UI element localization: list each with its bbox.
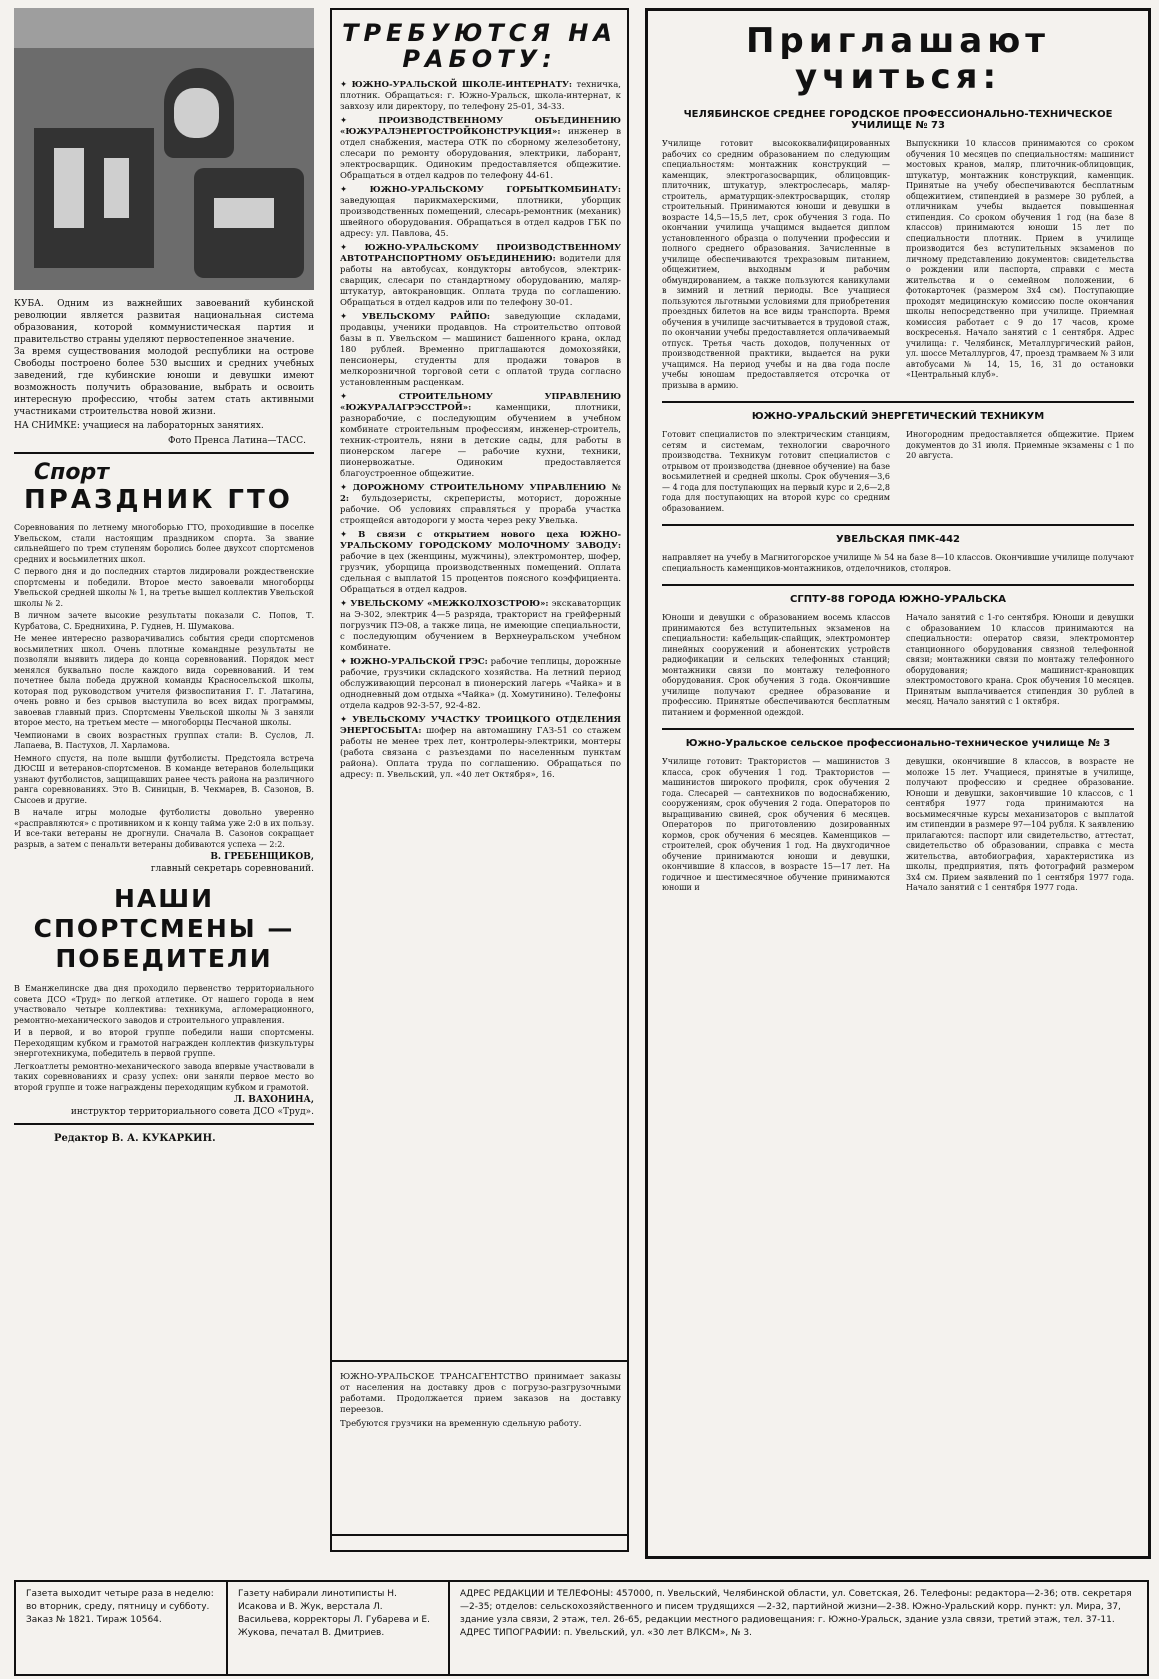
job-ad-employer: ЮЖНО-УРАЛЬСКОЙ ШКОЛЕ-ИНТЕРНАТУ: xyxy=(351,80,572,90)
headline-gto: ПРАЗДНИК ГТО xyxy=(24,485,293,515)
gto-paragraph: Немного спустя, на поле вышли футболисты. Предстояла встреча ДЮСШ и ветеранов-спортсменов. В команде ветеранов болельщики узнают футболистов, защищавших ранее честь района на различного ранга соревнованиях. Это В. Синицын, В. Чекмарев, В. Сазонов, В. Сысоев и другие. xyxy=(14,753,314,805)
school-text: Выпускники 10 классов принимаются со сроком обучения 10 месяцев по специальностям: машинист мостовых кранов, маляр, плиточник-облицовщик, штукатур, монтажник конструкций, каменщик. Принятые на учебу обеспечиваются бесплатным общежитием, стипендией в размере 30 рублей, а отличникам учебы выдается повышенная стипендия. Со сроком обучения 1 год (на базе 8 классов) принимаются юноши 15 лет по специальности плотник. Прием в училище производится без вступительных экзаменов по личному представлению документов: свидетельства о рождении или паспорта, справки с места жительства и о семейном положении, 6 фотокарточек (размером 3х4 см). Поступающие проходят медицинскую комиссию после окончания школы непосредственно при училище. Приемная комиссия работает с 9 до 17 часов, кроме воскресенья. Начало занятий с 1 сентября. Адрес училища: г. Челябинск, Металлургический район, ул. шоссе Металлургов, 47, проезд трамваем № 3 или автобусами № 14, 15, 16, 31 до остановки «Центральный клуб». xyxy=(906,139,1134,379)
job-ad-text: рабочие в цех (женщины, мужчины), электромонтер, шофер, грузчик, уборщица производственных помещений. Оплата сдельная с выплатой 15 процентов поясного коэффициента. Обращаться в отдел кадров. xyxy=(340,552,621,595)
gto-signature-title: главный секретарь соревнований. xyxy=(150,864,314,874)
job-ad-item xyxy=(340,392,621,480)
school-heading: УВЕЛЬСКАЯ ПМК-442 xyxy=(835,534,961,545)
school-text: Готовит специалистов по электрическим станциям, сетям и системам, технологии сварочного производства. Техникум готовит специалистов с отрывом от производства (дневное обучение) на базе восьмилетней и средней школы. Срок обучения—3,6 — 4 года для поступающих на первый курс и 2,6—2,8 года для поступающих на второй курс со средним образованием. xyxy=(662,430,890,513)
job-ad-item xyxy=(340,657,621,712)
schools-column xyxy=(645,8,1151,1559)
job-ad-text: техничка, плотник. Обращаться: г. Южно-Уральск, школа-интернат, к завхозу или директору, по телефону 25-01, 34-33. xyxy=(340,80,621,112)
photo-credit: Фото Пренса Латина—ТАСС. xyxy=(167,436,306,446)
school-text: Училище готовит: Трактористов — машинистов 3 класса, срок обучения 1 год. Трактористов — машинистов широкого профиля, срок обучения 2 года. Слесарей — сантехников по водоснабжению, сооружениям, срок обучения 2 года. Операторов по выращиванию свиней, срок обучения 6 месяцев. Операторов по приготовлению дозированных кормов, срок обучения 6 месяцев. Каменщиков — строителей, срок обучения 1 год. На двухгодичное обучение принимаются юноши и девушки, окончившие 8 классов, в возрасте 15—17 лет. На годичное и шестимесячное обучение принимаются юноши и xyxy=(662,757,890,892)
job-ad-item xyxy=(340,715,621,781)
photo-students-lab xyxy=(14,8,314,290)
job-ad-item xyxy=(340,80,621,113)
gto-paragraph: В начале игры молодые футболисты довольно уверенно «расправляются» с противником и к концу тайма уже 2:0 в их пользу. И все-таки ветераны не дрогнули. Сначала В. Сазонов сокращает разрыв, а затем с пенальти ветераны добиваются успеха — 2:2. xyxy=(14,808,314,849)
job-ad-text: рабочие теплицы, дорожные рабочие, грузчики складского хозяйства. На летний период обслуживающий персонал в пионерский лагерь «Чайка» и в однодневный дом отдыха «Чайка» (д. Хомутинино). Телефоны отдела кадров 92-3-57, 92-4-82. xyxy=(340,657,621,711)
footer-staff: Газету набирали линотиписты Н. Исакова и В. Жук, верстала Л. Васильева, корректоры Л. Губарева и Е. Жукова, печатал В. Дмитриев. xyxy=(228,1582,450,1674)
headline-winners: НАШИ СПОРТСМЕНЫ — ПОБЕДИТЕЛИ xyxy=(33,884,295,973)
school-text: Юноши и девушки с образованием восемь классов принимаются без вступительных экзаменов на специальности: кабельщик-спайщик, электромонтер линейных сооружений и абонентских устройств радиофикации и сельских телефонных станций; монтажники связи по монтажу телефонного оборудования. Срок обучения 3 года. Окончившие училище получают среднее образование и профессию. Принятые обеспечиваются бесплатным питанием и форменной одеждой. xyxy=(662,613,890,717)
job-ad-text: бульдозеристы, скреперисты, моторист, дорожные рабочие. Об условиях справляться у прораба участка строящейся автодороги у моста через реку Увелька. xyxy=(340,494,622,526)
school-text: девушки, окончившие 8 классов, в возрасте не моложе 15 лет. Учащиеся, принятые в училище, получают профессию и среднее образование. Юноши и девушки, закончившие 10 классов, с 1 сентября 1977 года принимаются на восьмимесячные курсы механизаторов с выплатой им стипендии в размере 97—104 рубля. К заявлению прилагаются: паспорт или свидетельство, аттестат, свидетельство об образовании, справка с места жительства, автобиография, характеристика из школы, предприятия, пять фотографий размером 3х4 см. Прием заявлений по 1 сентября 1977 года. Начало занятий с 1 сентября 1977 года. xyxy=(906,757,1134,892)
transagency-text: ЮЖНО-УРАЛЬСКОЕ ТРАНСАГЕНТСТВО принимает заказы от населения на доставку дров с погрузо-разгрузочными работами. Продолжается прием заказов на доставку переезов. xyxy=(340,1372,621,1415)
diamond-bullet-icon: ✦ xyxy=(340,483,353,493)
diamond-bullet-icon: ✦ xyxy=(340,392,399,402)
winners-paragraph: И в первой, и во второй группе победили наши спортсмены. Переходящим кубком и грамотой награжден коллектив физкультуры энерготехникума, победитель в первой группе. xyxy=(14,1028,314,1058)
school-text: Иногородним предоставляется общежитие. Прием документов до 31 июля. Приемные экзамены с 1 по 20 августа. xyxy=(906,430,1134,460)
diamond-bullet-icon: ✦ xyxy=(340,116,379,126)
footer-schedule: Газета выходит четыре раза в неделю: во вторник, среду, пятницу и субботу. Заказ № 1821. Тираж 10564. xyxy=(16,1582,228,1674)
gto-paragraph: Соревнования по летнему многоборью ГТО, проходившие в поселке Увельском, стали настоящим праздником спорта. За звание сильнейшего по трем ступеням боролись более двухсот спортсменов средних и восьмилетних школ. xyxy=(14,523,314,564)
job-ad-employer: В связи с открытием нового цеха ЮЖНО-УРАЛЬСКОМУ ГОРОДСКОМУ МОЛОЧНОМУ ЗАВОДУ: xyxy=(340,530,621,551)
gto-paragraph: С первого дня и до последних стартов лидировали рождественские спортсмены и победили. Второе место завоевали многоборцы Увельской средней школы № 1, на третье вышел коллектив Увельской школы № 2. xyxy=(14,567,314,608)
job-ad-employer: УВЕЛЬСКОМУ УЧАСТКУ ТРОИЦКОГО ОТДЕЛЕНИЯ ЭНЕРГОСБЫТА: xyxy=(340,715,622,736)
job-ads-column xyxy=(330,8,629,1552)
job-ad-text: заведующая парикмахерскими, плотники, уборщик производственных помещений, слесарь-ремонтник (механик) швейного оборудования. Обращаться в отдел кадров ГБК по адресу: ул. Павлова, 45. xyxy=(340,196,621,239)
job-ad-text: экскаваторщик на Э-302, электрик 4—5 разряда, тракторист на грейферный погрузчик ПЭ-08, а также лица, не имеющие специальности, с последующим обучением в Верхнеуральском учебном комбинате. xyxy=(340,599,622,653)
wanted-title: ТРЕБУЮТСЯ НА РАБОТУ: xyxy=(342,19,617,73)
transagency-box xyxy=(330,1360,629,1536)
job-ad-item xyxy=(340,483,621,527)
photo-note: НА СНИМКЕ: учащиеся на лабораторных занятиях. xyxy=(14,421,264,431)
winners-signature-title: инструктор территориального совета ДСО «Труд». xyxy=(70,1107,314,1117)
job-ad-employer: ДОРОЖНОМУ СТРОИТЕЛЬНОМУ УПРАВЛЕНИЮ № 2: xyxy=(340,483,622,504)
job-ad-item xyxy=(340,116,621,182)
job-ad-employer: ПРОИЗВОДСТВЕННОМУ ОБЪЕДИНЕНИЮ «ЮЖУРАЛЭНЕРГОСТРОЙКОНСТРУКЦИЯ»: xyxy=(340,116,622,137)
job-ad-employer: ЮЖНО-УРАЛЬСКОЙ ГРЭС: xyxy=(349,657,488,667)
gto-paragraph: В личном зачете высокие результаты показали С. Попов, Т. Курбатова, С. Бреднихина, Р. Гуднев, Н. Шумакова. xyxy=(14,611,314,631)
left-column xyxy=(14,8,314,1548)
job-ad-employer: ЮЖНО-УРАЛЬСКОМУ ПРОИЗВОДСТВЕННОМУ АВТОТРАНСПОРТНОМУ ОБЪЕДИНЕНИЮ: xyxy=(340,243,622,264)
job-ad-text: шофер на автомашину ГАЗ-51 со стажем работы не менее трех лет, контролеры-электрики, монтеры (работа связана с разъездами по населенным пунктам района). Оплата труда по соглашению. Обращаться по адресу: п. Увельский, ул. «40 лет Октября», 16. xyxy=(340,726,621,780)
job-ad-item xyxy=(340,243,621,309)
job-ad-employer: УВЕЛЬСКОМУ «МЕЖКОЛХОЗСТРОЮ»: xyxy=(350,599,549,609)
rubric-sport: Спорт xyxy=(34,460,109,485)
photo-text: За время существования молодой республики на острове Свободы построено более 530 высших и средних учебных заведений, где кубинские юноши и девушки имеют возможность получить образование, выбрать и освоить интересную профессию, чтобы затем стать активными участниками строительства новой жизни. xyxy=(14,347,314,417)
job-ad-text: инженер в отдел снабжения, мастера ОТК по сборному железобетону, слесари по ремонту оборудования, электрики, лаборант, электросварщик. Одиноким предоставляется общежитие. Обращаться в отдел кадров по телефону 44-61. xyxy=(340,127,621,181)
school-heading: СГПТУ-88 ГОРОДА ЮЖНО-УРАЛЬСКА xyxy=(790,594,1006,605)
job-ads-list xyxy=(332,80,627,781)
transagency-text2: Требуются грузчики на временную сдельную работу. xyxy=(340,1419,582,1429)
job-ad-employer: СТРОИТЕЛЬНОМУ УПРАВЛЕНИЮ «ЮЖУРАЛАГРЭССТРОЙ»: xyxy=(340,392,622,413)
school-heading: ЧЕЛЯБИНСКОЕ СРЕДНЕЕ ГОРОДСКОЕ ПРОФЕССИОНАЛЬНО-ТЕХНИЧЕСКОЕ УЧИЛИЩЕ № 73 xyxy=(683,109,1113,131)
diamond-bullet-icon: ✦ xyxy=(340,243,365,253)
winners-signature: Л. ВАХОНИНА, xyxy=(234,1095,314,1105)
imprint-footer xyxy=(14,1580,1149,1676)
diamond-bullet-icon: ✦ xyxy=(340,185,370,195)
school-text: Начало занятий с 1-го сентября. Юноши и девушки с образованием 10 классов принимаются на специальности: оператор связи, электромонтер станционного оборудования связной телефонной связи; монтажники связи по монтажу телефонного оборудования; машинист-крановщик электромостового крана. Срок обучения 10 месяцев. Принятым выплачивается стипендия 30 рублей в месяц. Начало занятий с 1 октября. xyxy=(906,613,1134,706)
winners-paragraph: В Еманжелинске два дня проходило первенство территориального совета ДСО «Труд» по легкой атлетике. От нашего города в нем участвовало четыре коллектива: техникума, агломерационного, ремонтно-механического заводов и строительного управления. xyxy=(14,984,314,1025)
diamond-bullet-icon: ✦ xyxy=(340,530,359,540)
school-heading: Южно-Уральское сельское профессионально-техническое училище № 3 xyxy=(685,738,1111,749)
school-text: направляет на учебу в Магнитогорское училище № 54 на базе 8—10 классов. Окончившие училище получают специальность каменщиков-монтажников, отделочников, столяров. xyxy=(662,553,1134,573)
diamond-bullet-icon: ✦ xyxy=(340,599,351,609)
invite-title: Приглашают учиться: xyxy=(745,21,1051,97)
job-ad-item xyxy=(340,312,621,389)
editor-line: Редактор В. А. КУКАРКИН. xyxy=(54,1133,216,1144)
gto-signature: В. ГРЕБЕНЩИКОВ, xyxy=(210,852,314,862)
job-ad-text: водители для работы на автобусах, кондукторы автобусов, электрик-сварщик, слесари по стандартному оборудованию, маляр-штукатур, автокрановщик. Оплата труда по соглашению. Обращаться в отдел кадров или по телефону 30-01. xyxy=(340,254,622,308)
job-ad-item xyxy=(340,530,621,596)
job-ad-text: каменщики, плотники, разнорабочие, с последующим обучением в учебном комбинате строительным профессиям, инженер-строитель, техник-строитель, няни в детские сады, для работы в пионерском лагере — рабочие кухни, техники, пионервожатые. Одиноким предоставляется благоустроенное общежитие. xyxy=(340,403,621,479)
gto-paragraph: Не менее интересно разворачивались события среди спортсменов восьмилетних школ. Очень плотные командные результаты не позволяли выявить лидера до конца соревнований. Порядок мест менялся буквально после каждого вида соревнований. И тем почетнее была победа дружной команды Красносельской школы, которая под руководством учителя физвоспитания Г. Г. Латагина, очень ровно и без срывов выступила во всех видах программы, завоевав главный приз. Спортсмены Увельской школы № 3 заняли второе место, на третьем месте — многоборцы Песчаной школы. xyxy=(14,634,314,727)
job-ad-item xyxy=(340,599,621,654)
gto-paragraph: Чемпионами в своих возрастных группах стали: В. Суслов, Л. Лапаева, В. Пастухов, Л. Харламова. xyxy=(14,730,314,750)
diamond-bullet-icon: ✦ xyxy=(340,312,362,322)
job-ad-text: заведующие складами, продавцы, ученики продавцов. На строительство оптовой базы в п. Увельском — машинист башенного крана, оклад 180 рублей. Временно приглашаются домохозяйки, пенсионеры, студенты для продажи товаров в мелкорозничной торговой сети с оплатой труда согласно установленным расценкам. xyxy=(340,312,621,388)
photo-caption: КУБА. Одним из важнейших завоеваний кубинской революции является развитая национальная система образования, которой коммунистическая партия и правительство страны уделяют первостепенное значение. xyxy=(14,299,314,345)
job-ad-employer: УВЕЛЬСКОМУ РАЙПО: xyxy=(361,312,491,322)
school-heading: ЮЖНО-УРАЛЬСКИЙ ЭНЕРГЕТИЧЕСКИЙ ТЕХНИКУМ xyxy=(751,411,1045,422)
diamond-bullet-icon: ✦ xyxy=(340,715,353,725)
school-text: Училище готовит высококвалифицированных рабочих со средним образованием по следующим специальностям: монтажник конструкций — каменщик, электрогазосварщик, облицовщик-плиточник, штукатур, электрослесарь, маляр-строитель, арматурщик-электросварщик, столяр строительный. Принимаются юноши и девушки в возрасте 14,5—15,5 лет, срок обучения 3 года. По окончании училища учащимся выдается диплом установленного образца о получении профессии и полного среднего образования. Зачисленные в училище обеспечиваются трехразовым питанием, общежитием, выходным и рабочим обмундированием, а также пользуются каникулами в зимний и летний периоды. Все учащиеся пользуются льготными условиями для приобретения проездных билетов на все виды транспорта. Время обучения в училище засчитывается в трудовой стаж, по окончании учебы предоставляется оплачиваемый отпуск. Третья часть доходов, полученных от производственной практики, выдается на руки учащимся. На период учебы и на два года после учебы юношам предоставляется отсрочка от призыва в армию. xyxy=(662,139,890,390)
job-ad-item xyxy=(340,185,621,240)
job-ad-employer: ЮЖНО-УРАЛЬСКОМУ ГОРБЫТКОМБИНАТУ: xyxy=(369,185,622,195)
diamond-bullet-icon: ✦ xyxy=(340,657,350,667)
footer-address: АДРЕС РЕДАКЦИИ И ТЕЛЕФОНЫ: 457000, п. Увельский, Челябинской области, ул. Советская, 26. Телефоны: редактора—2-36; отв. секретаря—2-35; отделов: сельскохозяйственного и писем трудящихся —2-32, партийной жизни—2-38. Южно-Уральский корр. пункт: ул. Мира, 37, здание узла связи, 2 этаж, тел. 26-65, редакции местного радиовещания: г. Южно-Уральск, здание узла связи, третий этаж, тел. 37-11. АДРЕС ТИПОГРАФИИ: п. Увельский, ул. «30 лет ВЛКСМ», № 3. xyxy=(460,1589,1132,1638)
diamond-bullet-icon: ✦ xyxy=(340,80,352,90)
winners-paragraph: Легкоатлеты ремонтно-механического завода впервые участвовали в таких соревнованиях и сразу успех: они заняли первое место во второй группе и тоже награждены переходящим кубком и грамотой. xyxy=(14,1061,314,1092)
